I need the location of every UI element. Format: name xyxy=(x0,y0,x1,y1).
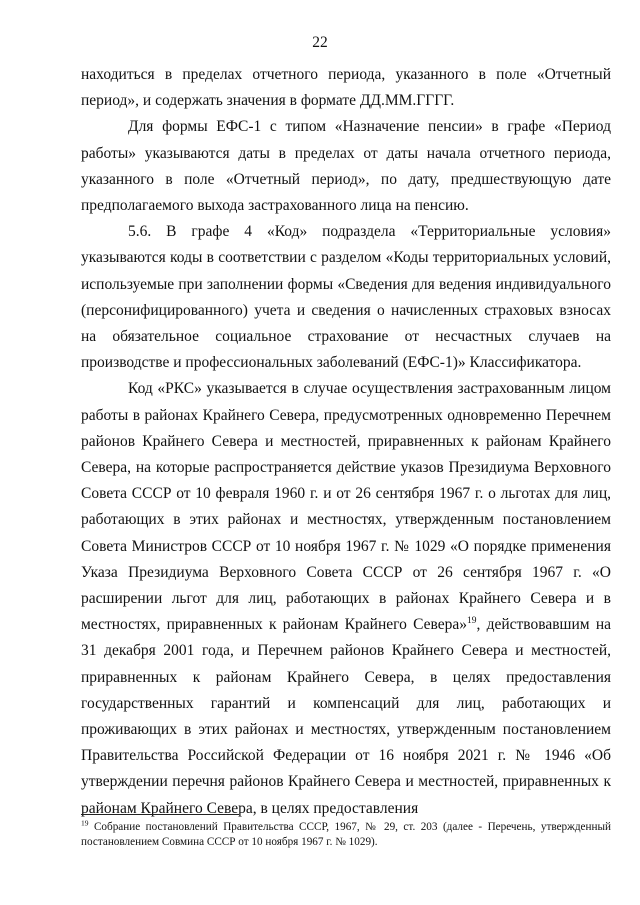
footnote-text: Собрание постановлений Правительства СССР, 1967, № 29, ст. 203 (далее - Перечень, утвержденный постановлением Совмина СССР от 10 ноября 1967 г. № 1029). xyxy=(81,821,611,848)
paragraph-rks-code xyxy=(81,376,611,821)
paragraph-5-6-territorial-codes: 5.6. В графе 4 «Код» подраздела «Территориальные условия» указываются коды в соответствии с разделом «Коды территориальных условий, используемые при заполнении формы «Сведения для ведения индивидуального (персонифицированного) учета и сведения о начисленных страховых взносах на обязательное социальное страхование от несчастных случаев на производстве и профессиональных заболеваний (ЕФС-1)» Классификатора. xyxy=(81,223,611,372)
footnote-reference[interactable]: 19 xyxy=(466,616,477,627)
paragraph-rks-text-part2: , действовавшим на 31 декабря 2001 года, и Перечнем районов Крайнего Севера и местностей, приравненных к районам Крайнего Севера, в целях предоставления государственных гарантий и компенсаций для лиц, работающих и проживающих в этих районах и местностях, утвержденным постановлением Правительства Российской Федерации от 16 ноября 2021 г. № 1946 «Об утверждении перечня районов Крайнего Севера и местностей, приравненных к районам Крайнего Севера, в целях предоставления xyxy=(81,616,612,817)
footnote xyxy=(81,820,611,849)
paragraph-continuation: находиться в пределах отчетного периода, указанного в поле «Отчетный период», и содержать значения в формате ДД.ММ.ГГГГ. xyxy=(81,66,611,110)
footnote-divider xyxy=(81,814,239,815)
page-number: 22 xyxy=(312,34,328,51)
paragraph-efs1-pension-period: Для формы ЕФС-1 с типом «Назначение пенсии» в графе «Период работы» указываются даты в пределах от даты начала отчетного периода, указанного в поле «Отчетный период», по дату, предшествующую дате предполагаемого выхода застрахованного лица на пенсию. xyxy=(81,118,611,215)
paragraph-rks-text-part1: Код «РКС» указывается в случае осуществления застрахованным лицом работы в районах Крайнего Севера, предусмотренных одновременно Перечнем районов Крайнего Севера и местностей, приравненных к районам Крайнего Севера, на которые распространяется действие указов Президиума Верховного Совета СССР от 10 февраля 1960 г. и от 26 сентября 1967 г. о льготах для лиц, работающих в этих районах и местностях, утвержденным постановлением Совета Министров СССР от 10 ноября 1967 г. № 1029 «О порядке применения Указа Президиума Верховного Совета СССР от 26 сентября 1967 г. «О расширении льгот для лиц, работающих в районах Крайнего Севера и в местностях, приравненных к районам Крайнего Севера» xyxy=(81,380,611,634)
footnote-marker: 19 xyxy=(81,818,89,828)
document-body xyxy=(81,62,611,822)
